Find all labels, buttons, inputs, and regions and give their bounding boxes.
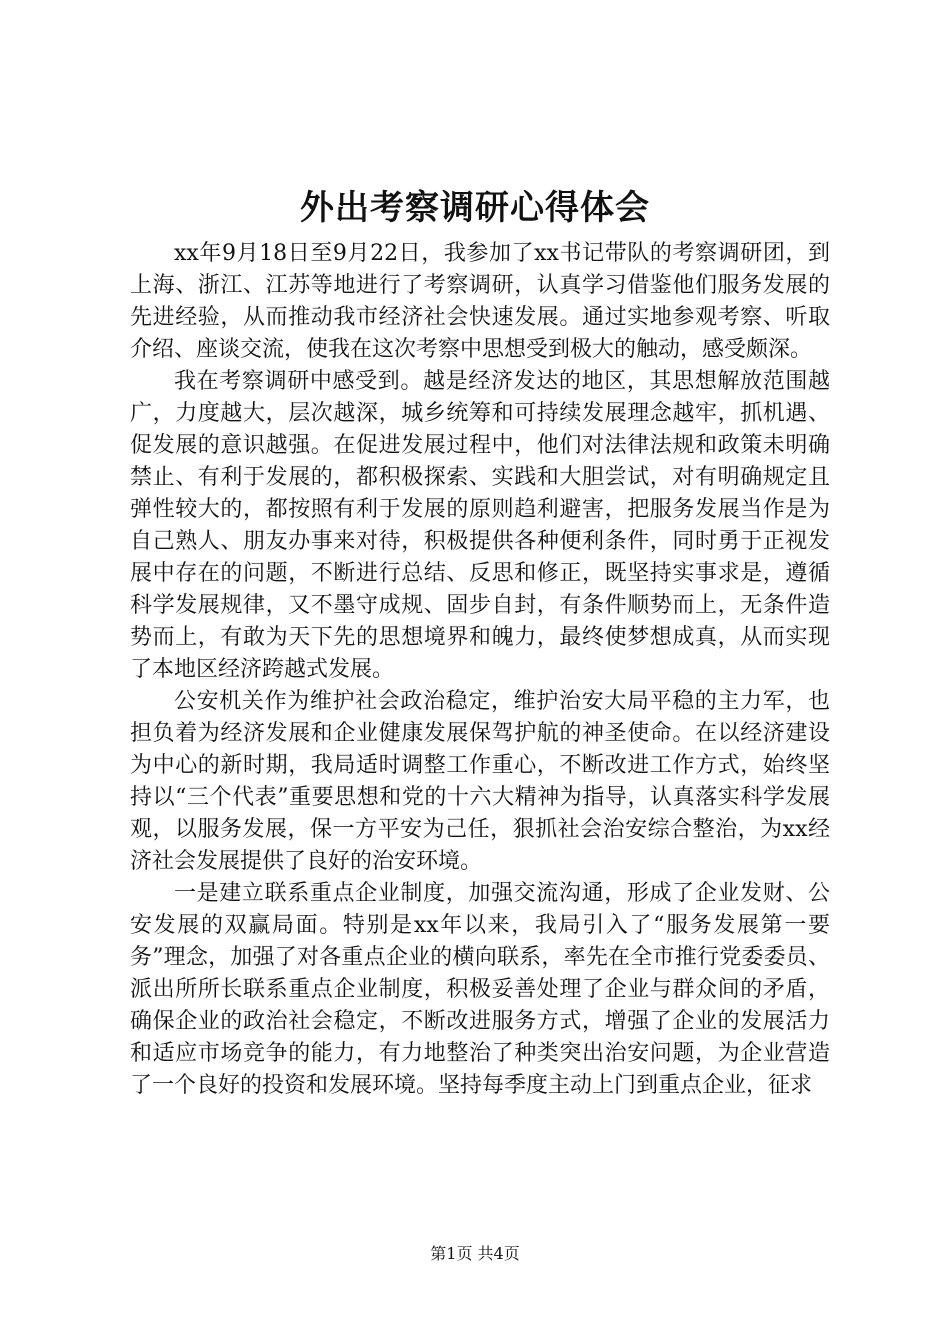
document-title: 外出考察调研心得体会	[300, 188, 650, 228]
paragraph-4: 一是建立联系重点企业制度，加强交流沟通，形成了企业发财、公安发展的双赢局面。特别是xx年以来，我局引入了“服务发展第一要务”理念，加强了对各重点企业的横向联系，率先在全市推行党委委员、派出所所长联系重点企业制度，积极妥善处理了企业与群众间的矛盾，确保企业的政治社会稳定，不断改进服务方式，增强了企业的发展活力和适应市场竞争的能力，有力地整治了种类突出治安问题，为企业营造了一个良好的投资和发展环境。坚持每季度主动上门到重点企业，征求	[130, 881, 830, 1098]
paragraph-1: xx年9月18日至9月22日，我参加了xx书记带队的考察调研团，到上海、浙江、江苏等地进行了考察调研，认真学习借鉴他们服务发展的先进经验，从而推动我市经济社会快速发展。通过实地参观考察、听取介绍、座谈交流，使我在这次考察中思想受到极大的触动，感受颇深。	[130, 241, 830, 362]
page-number-footer: 第1页 共4页	[430, 1244, 520, 1263]
paragraph-3: 公安机关作为维护社会政治稳定，维护治安大局平稳的主力军，也担负着为经济发展和企业健康发展保驾护航的神圣使命。在以经济建设为中心的新时期，我局适时调整工作重心，不断改进工作方式，始终坚持以“三个代表”重要思想和党的十六大精神为指导，认真落实科学发展观，以服务发展，保一方平安为己任，狠抓社会治安综合整治，为xx经济社会发展提供了良好的治安环境。	[130, 689, 830, 874]
paragraph-2: 我在考察调研中感受到。越是经济发达的地区，其思想解放范围越广，力度越大，层次越深，城乡统筹和可持续发展理念越牢，抓机遇、促发展的意识越强。在促进发展过程中，他们对法律法规和政策未明确禁止、有利于发展的，都积极探索、实践和大胆尝试，对有明确规定且弹性较大的，都按照有利于发展的原则趋利避害，把服务发展当作是为自己熟人、朋友办事来对待，积极提供各种便利条件，同时勇于正视发展中存在的问题，不断进行总结、反思和修正，既坚持实事求是，遵循科学发展规律，又不墨守成规、固步自封，有条件顺势而上，无条件造势而上，有敢为天下先的思想境界和魄力，最终使梦想成真，从而实现了本地区经济跨越式发展。	[130, 369, 830, 682]
document-body	[130, 238, 830, 1102]
